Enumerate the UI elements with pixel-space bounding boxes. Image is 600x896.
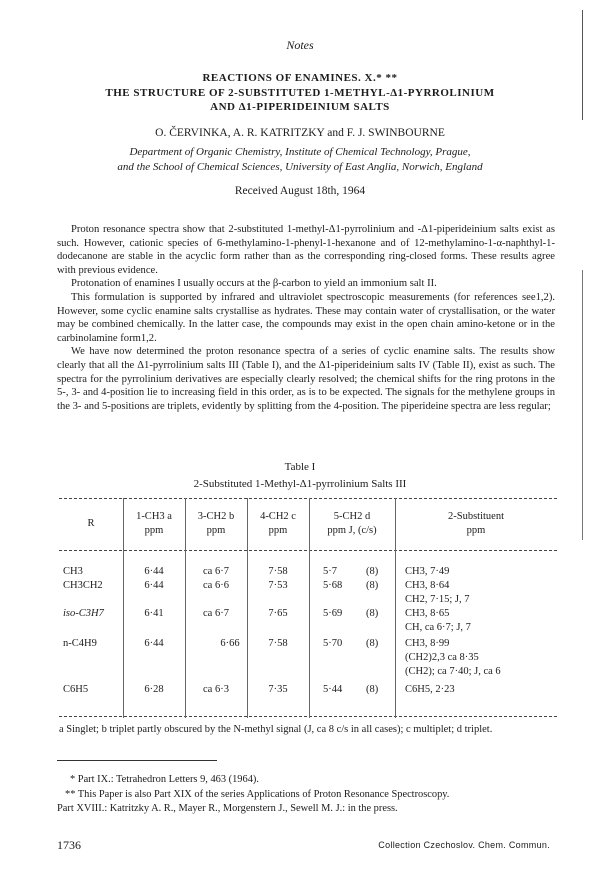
cell-c3: ca 6·7 [203,608,229,619]
cell-j: (8) [366,684,379,695]
header-c5 [309,510,395,538]
title-line-2: THE STRUCTURE OF 2-SUBSTITUTED 1-METHYL-Δ1-PYRROLINIUM [105,87,495,99]
cell-substituent: (CH2)2,3 ca 8·35 [405,652,479,663]
cell-r: iso-C3H7 [63,608,104,619]
cell-r: n-C4H9 [63,638,97,649]
received-date: Received August 18th, 1964 [234,185,366,197]
header-r: R [87,518,95,529]
abstract-body [57,223,555,413]
running-header: Notes [286,38,314,52]
header-c4 [247,510,309,538]
cell-substituent: CH3, 8·65 [405,608,450,619]
header-ch3 [123,510,185,538]
cell-j: (8) [366,608,379,619]
cell-j: (8) [366,566,379,577]
footnote: * Part IX.: Tetrahedron Letters 9, 463 (1964). [70,774,259,785]
header-substituent [395,510,557,538]
cell-ch3: 6·44 [144,580,164,591]
cell-c5: 5·44 [323,684,343,695]
cell-c5: 5·68 [323,580,343,591]
cell-ch3: 6·44 [144,638,164,649]
affiliation-line-2: and the School of Chemical Sciences, University of East Anglia, Norwich, England [117,161,483,173]
page-edge-mark [582,270,583,540]
cell-substituent: CH2, 7·15; J, 7 [405,594,470,605]
cell-r: CH3 [63,566,83,577]
authors: O. ČERVINKA, A. R. KATRITZKY and F. J. SWINBOURNE [155,127,445,139]
cell-c3: ca 6·6 [203,580,229,591]
cell-ch3: 6·41 [144,608,164,619]
paragraph: Proton resonance spectra show that 2-substituted 1-methyl-Δ1-pyrrolinium and -Δ1-piperideinium salts exist as such. However, cationic species of 6-methylamino-1-phenyl-1-hexanone and of 12-methylamino-1-α-naphthyl-1-dodecanone are stable in the acyclic form rather than as the corresponding ring-closed forms. These results agree with previous evidence. [57,224,555,276]
header-ch3-label: 1-CH3 a [136,511,172,522]
paragraph: We have now determined the proton resonance spectra of a series of cyclic enamine salts. The results show clearly that all the Δ1-pyrrolinium salts III (Table I), and the Δ1-piperideinium salts IV (Table II), exist as such. The spectra for the pyrrolinium derivatives are especially clearly resolved; the chemical shifts for the ring protons in the 5-, 3- and 4-position lie to increasing field in this order, as is to be expected. The signals for the methylene groups in the 3- and 5-positions are triplets, evidently by splitting from the 4-position. The piperideine spectra are less regular; [57,346,555,412]
header-c3-unit: ppm [206,525,226,536]
cell-c3: ca 6·7 [203,566,229,577]
cell-c5: 5·69 [323,608,343,619]
cell-c4: 7·58 [268,566,288,577]
cell-substituent: CH3, 8·64 [405,580,450,591]
cell-c4: 7·58 [268,638,288,649]
cell-substituent: (CH2); ca 7·40; J, ca 6 [405,666,501,677]
header-substituent-label: 2-Substituent [447,511,504,522]
header-c3-label: 3-CH2 b [197,511,235,522]
header-c4-unit: ppm [268,525,288,536]
cell-ch3: 6·44 [144,566,164,577]
footnote-rule [57,760,217,761]
cell-r: CH3CH2 [63,580,103,591]
cell-substituent: C6H5, 2·23 [405,684,455,695]
title-line-1: REACTIONS OF ENAMINES. X.* ** [202,72,398,84]
cell-c5: 5·70 [323,638,343,649]
header-c3 [185,510,247,538]
cell-c3: ca 6·3 [203,684,229,695]
page-number: 1736 [57,838,81,852]
table-rule [59,716,557,717]
table-rule [59,550,557,551]
journal-name: Collection Czechoslov. Chem. Commun. [378,840,550,850]
data-table [59,498,557,718]
cell-c3: 6·66 [220,638,240,649]
page-edge-mark [582,10,583,120]
table-footnote: a Singlet; b triplet partly obscured by the N-methyl signal (J, ca 8 c/s in all cases); c multiplet; d triplet. [59,724,493,735]
cell-c4: 7·65 [268,608,288,619]
cell-r: C6H5 [63,684,89,695]
header-c4-label: 4-CH2 c [260,511,296,522]
affiliation-line-1: Department of Organic Chemistry, Institute of Chemical Technology, Prague, [129,146,471,158]
header-c5-label: 5-CH2 d [333,511,371,522]
table-rule [59,498,557,499]
title-line-3: AND Δ1-PIPERIDEINIUM SALTS [210,101,390,113]
header-c5-unit: ppm J, (c/s) [327,525,377,536]
paragraph: This formulation is supported by infrared and ultraviolet spectroscopic measurements (for references see1,2). However, some cyclic enamine salts crystallise as hydrates. These may contain water of crystallisation, or the water may be combined chemically. In the latter case, the compounds may exist in the open chain amino-ketone or in the carbinolamine form1,2. [57,291,555,344]
cell-c4: 7·53 [268,580,288,591]
header-ch3-unit: ppm [144,525,164,536]
footnote: Part XVIII.: Katritzky A. R., Mayer R., Morgenstern J., Sewell M. J.: in the press. [57,803,398,814]
paragraph: Protonation of enamines I usually occurs at the β-carbon to yield an immonium salt II. [71,278,437,290]
cell-substituent: CH3, 8·99 [405,638,450,649]
table-label: Table I [284,461,316,473]
header-substituent-unit: ppm [466,525,486,536]
cell-substituent: CH, ca 6·7; J, 7 [405,622,471,633]
cell-c4: 7·35 [268,684,288,695]
footnote: ** This Paper is also Part XIX of the series Applications of Proton Resonance Spectroscopy. [65,789,450,800]
cell-c5: 5·7 [323,566,337,577]
cell-j: (8) [366,580,379,591]
cell-substituent: CH3, 7·49 [405,566,450,577]
cell-ch3: 6·28 [144,684,164,695]
cell-j: (8) [366,638,379,649]
table-caption: 2-Substituted 1-Methyl-Δ1-pyrrolinium Salts III [193,478,407,490]
